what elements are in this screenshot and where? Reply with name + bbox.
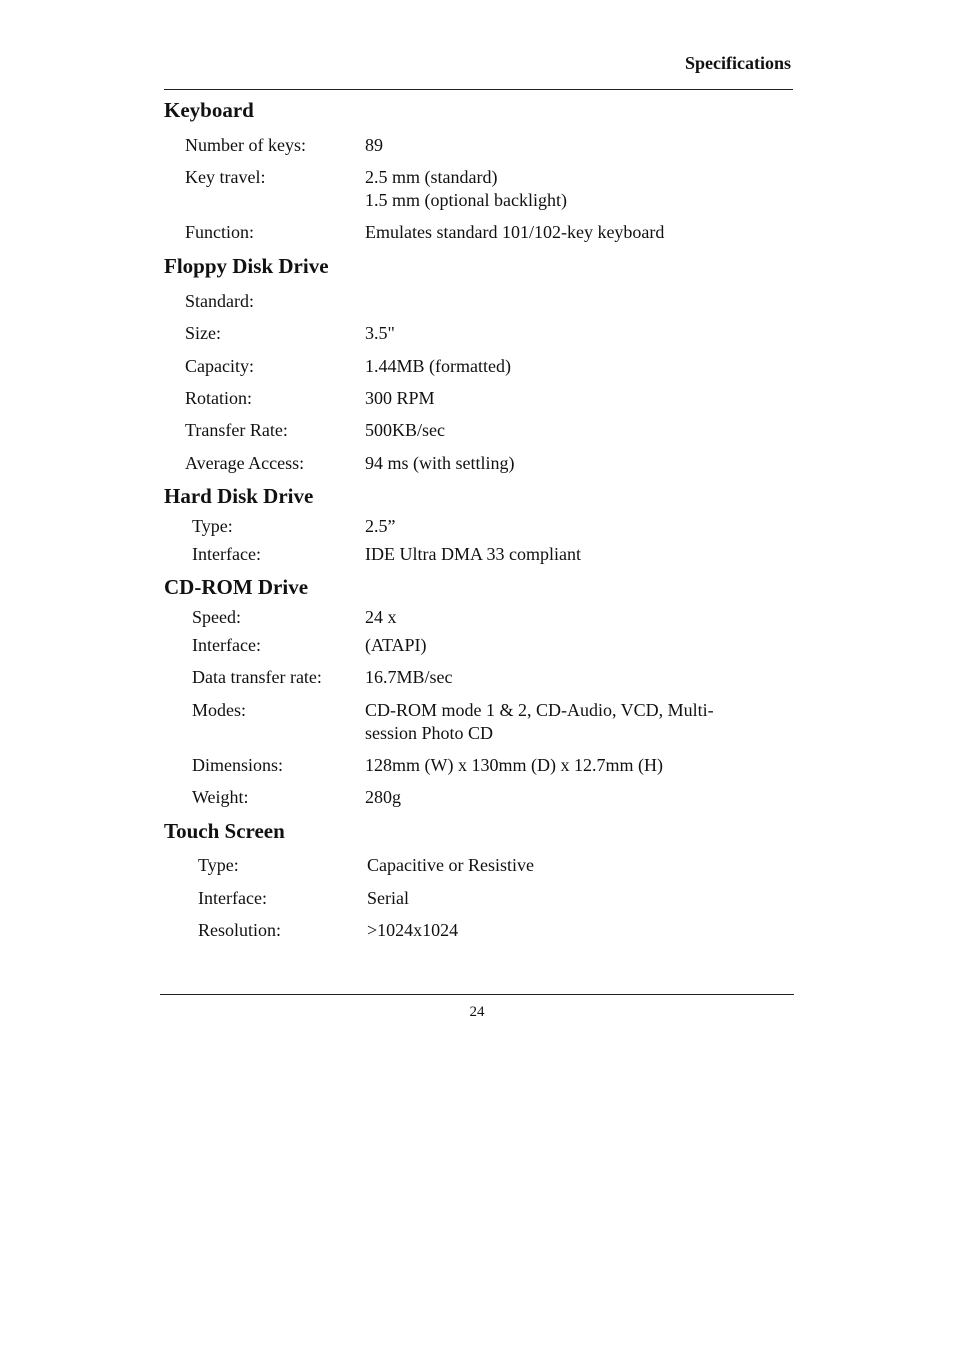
spec-value: 3.5" <box>365 323 395 343</box>
spec-value: 89 <box>365 135 383 155</box>
spec-value: Serial <box>367 888 409 908</box>
spec-value: 300 RPM <box>365 388 435 408</box>
footer-rule <box>160 994 794 995</box>
page-header-title: Specifications <box>685 53 791 73</box>
spec-value: 500KB/sec <box>365 420 445 440</box>
spec-value: 2.5 mm (standard) 1.5 mm (optional backlight) <box>365 167 567 210</box>
spec-label: Data transfer rate: <box>192 667 322 687</box>
spec-label: Transfer Rate: <box>185 420 288 440</box>
spec-value: (ATAPI) <box>365 635 427 655</box>
spec-label: Interface: <box>192 635 261 655</box>
spec-label: Speed: <box>192 607 241 627</box>
spec-label: Standard: <box>185 291 254 311</box>
spec-value: 1.44MB (formatted) <box>365 356 511 376</box>
spec-label: Type: <box>192 516 233 536</box>
spec-label: Type: <box>198 855 239 875</box>
spec-value: 24 x <box>365 607 397 627</box>
spec-value: >1024x1024 <box>367 920 459 940</box>
section-title-hard-disk-drive: Hard Disk Drive <box>164 484 314 508</box>
spec-label: Capacity: <box>185 356 254 376</box>
spec-label: Weight: <box>192 787 249 807</box>
spec-label: Dimensions: <box>192 755 284 775</box>
spec-value: 94 ms (with settling) <box>365 453 515 473</box>
spec-label: Number of keys: <box>185 135 306 155</box>
spec-value: Capacitive or Resistive <box>367 855 534 875</box>
spec-value: CD-ROM mode 1 & 2, CD-Audio, VCD, Multi- session Photo CD <box>365 700 714 743</box>
section-title-touch-screen: Touch Screen <box>164 819 285 843</box>
section-title-floppy-disk-drive: Floppy Disk Drive <box>164 254 329 278</box>
spec-label: Resolution: <box>198 920 282 940</box>
spec-value: 2.5” <box>365 516 396 536</box>
spec-label: Rotation: <box>185 388 252 408</box>
spec-label: Interface: <box>198 888 267 908</box>
section-title-cd-rom-drive: CD-ROM Drive <box>164 575 309 599</box>
spec-label: Function: <box>185 222 255 242</box>
header-rule <box>164 89 793 90</box>
page-number: 24 <box>469 1004 485 1020</box>
spec-label: Interface: <box>192 544 261 564</box>
spec-label: Average Access: <box>185 453 305 473</box>
spec-label: Size: <box>185 323 221 343</box>
spec-value: 16.7MB/sec <box>365 667 453 687</box>
spec-value: Emulates standard 101/102-key keyboard <box>365 222 665 242</box>
spec-value: 280g <box>365 787 401 807</box>
section-title-keyboard: Keyboard <box>164 98 254 122</box>
spec-label: Key travel: <box>185 167 266 187</box>
spec-value: 128mm (W) x 130mm (D) x 12.7mm (H) <box>365 755 663 775</box>
spec-label: Modes: <box>192 700 246 720</box>
spec-value: IDE Ultra DMA 33 compliant <box>365 544 581 564</box>
